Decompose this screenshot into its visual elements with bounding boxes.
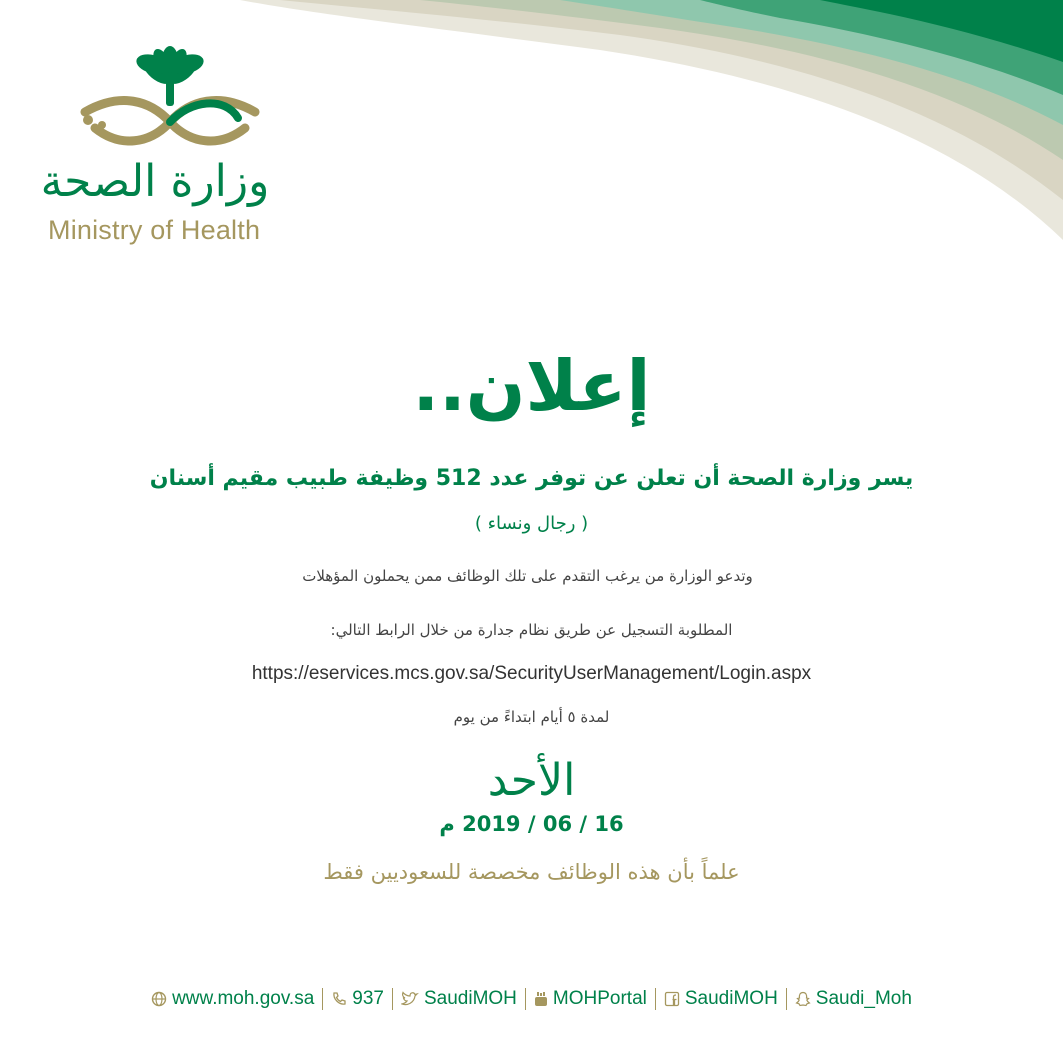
footer-divider [392,988,393,1010]
footer-divider [525,988,526,1010]
footer-youtube-label: MOHPortal [552,988,647,1009]
footer-divider [786,988,787,1010]
footer-phone-label: 937 [352,988,384,1009]
youtube-icon [534,991,548,1007]
announcement-title: إعلان.. [412,345,651,427]
footer-twitter-label: SaudiMOH [423,988,517,1009]
footer-snapchat-label: Saudi_Moh [815,988,912,1009]
facebook-icon [664,991,680,1007]
globe-icon [151,991,167,1007]
footer-twitter[interactable] [401,988,517,1010]
start-day: الأحد [487,755,576,806]
phone-icon [331,991,347,1007]
registration-link[interactable]: https://eservices.mcs.gov.sa/SecurityUserManagement/Login.aspx [251,663,812,684]
saudi-only-note: علماً بأن هذه الوظائف مخصصة للسعوديين فقط [323,860,740,884]
logo-english-name: Ministry of Health [48,215,261,245]
moh-logo [40,40,280,160]
footer-youtube[interactable] [534,988,647,1010]
footer-divider [322,988,323,1010]
footer-website[interactable] [151,988,314,1010]
twitter-icon [401,991,419,1007]
footer-facebook-label: SaudiMOH [684,988,778,1009]
footer-phone[interactable] [331,988,384,1010]
footer-divider [655,988,656,1010]
footer-website-label: www.moh.gov.sa [172,988,315,1009]
snapchat-icon [795,991,811,1007]
footer-contacts [0,988,1063,1010]
duration-text: لمدة ٥ أيام ابتداءً من يوم [453,708,610,726]
palm-crossed-swords-emblem-icon [40,40,280,160]
gender-note: ( رجال ونساء ) [474,513,589,534]
invite-line-2: المطلوبة التسجيل عن طريق نظام جدارة من خلال الرابط التالي: [330,621,733,639]
announcement-headline: يسر وزارة الصحة أن تعلن عن توفر عدد 512 وظيفة طبيب مقيم أسنان [149,466,914,491]
invite-line-1: وتدعو الوزارة من يرغب التقدم على تلك الوظائف ممن يحملون المؤهلات [302,567,753,585]
footer-facebook[interactable] [664,988,778,1010]
logo-arabic-name: وزارة الصحة [40,156,270,207]
footer-snapchat[interactable] [795,988,912,1010]
start-date: 16 / 06 / 2019 م [439,812,624,836]
